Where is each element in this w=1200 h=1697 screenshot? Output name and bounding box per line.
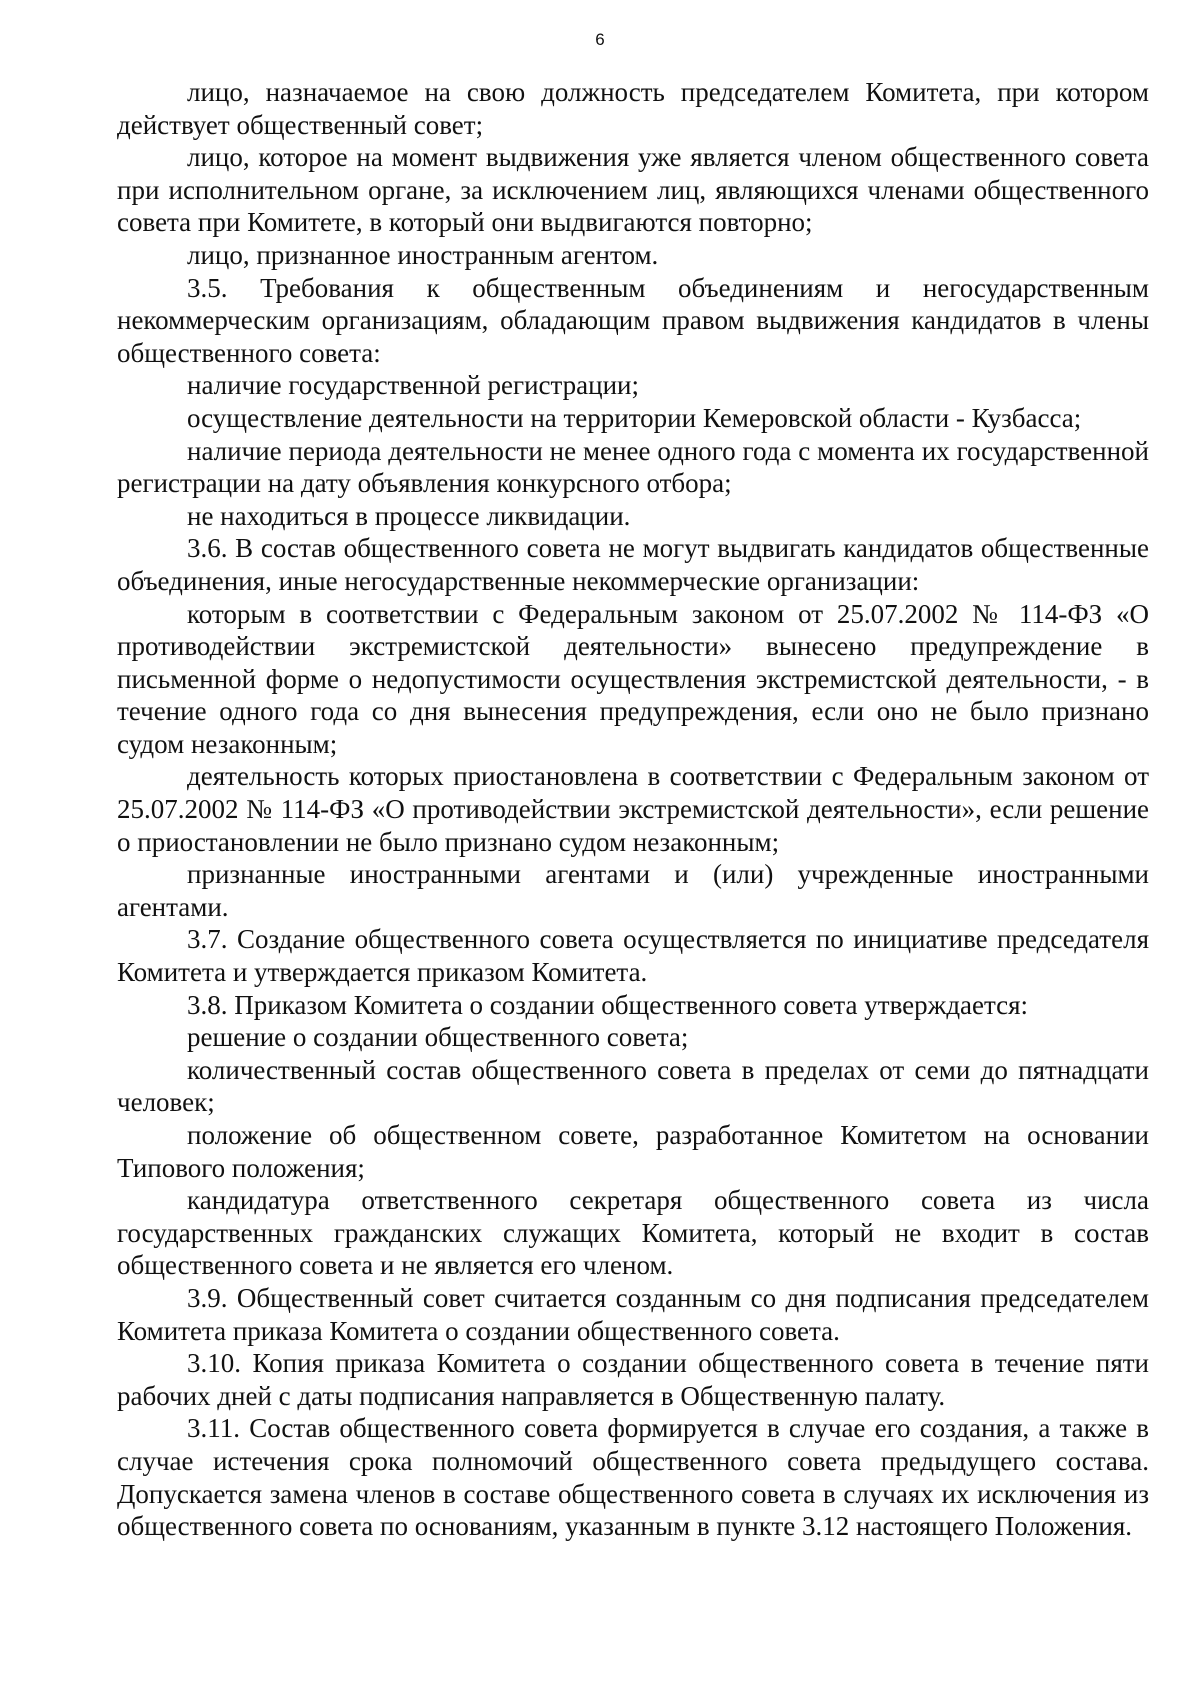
paragraph-requirement-period: наличие периода деятельности не менее одного года с момента их государственной регистрации на дату объявления конкурсного отбора;: [117, 435, 1149, 499]
paragraph-3-10: 3.10. Копия приказа Комитета о создании общественного совета в течение пяти рабочих дней с даты подписания направляется в Общественную палату.: [117, 1348, 1149, 1411]
paragraph-requirement-liquidation: не находиться в процессе ликвидации.: [187, 500, 631, 531]
paragraph-3-11: 3.11. Состав общественного совета формируется в случае его создания, а также в случае истечения срока полномочий общественного совета предыдущего состава. Допускается замена членов в составе общественного совета в случаях их исключения из общественного совета по основаниям, указанным в пункте 3.12 настоящего Положения.: [117, 1413, 1149, 1542]
paragraph-3-9: 3.9. Общественный совет считается созданным со дня подписания председателем Комитета приказа Комитета о создании общественного совета.: [117, 1282, 1149, 1346]
paragraph-restriction-warning: которым в соответствии с Федеральным законом от 25.07.2002 № 114-ФЗ «О противодействии экстремистской деятельности» вынесено предупреждение в письменной форме о недопустимости осуществления экстремистской деятельности, - в течение одного года со дня вынесения предупреждения, если оно не было признано судом незаконным;: [117, 598, 1149, 759]
paragraph-3-6: 3.6. В состав общественного совета не могут выдвигать кандидатов общественные объединения, иные негосударственные некоммерческие организации:: [117, 533, 1149, 596]
paragraph-exclusion-foreign-agent: лицо, признанное иностранным агентом.: [187, 239, 659, 270]
paragraph-order-decision: решение о создании общественного совета;: [187, 1022, 689, 1053]
paragraph-order-secretary: кандидатура ответственного секретаря общественного совета из числа государственных гражданских служащих Комитета, который не входит в состав общественного совета и не является его членом.: [117, 1185, 1149, 1281]
document-body: [117, 76, 1149, 1543]
paragraph-restriction-suspended: деятельность которых приостановлена в соответствии с Федеральным законом от 25.07.2002 № 114-ФЗ «О противодействии экстремистской деятельности», если решение о приостановлении не было признано судом незаконным;: [117, 761, 1149, 857]
paragraph-restriction-foreign-agents: признанные иностранными агентами и (или) учрежденные иностранными агентами.: [117, 859, 1149, 922]
paragraph-order-regulation: положение об общественном совете, разработанное Комитетом на основании Типового положения;: [117, 1120, 1149, 1183]
paragraph-requirement-territory: осуществление деятельности на территории Кемеровской области - Кузбасса;: [187, 402, 1082, 433]
paragraph-3-7: 3.7. Создание общественного совета осуществляется по инициативе председателя Комитета и утверждается приказом Комитета.: [117, 924, 1149, 988]
paragraph-3-5: 3.5. Требования к общественным объединениям и негосударственным некоммерческим организациям, обладающим правом выдвижения кандидатов в члены общественного совета:: [117, 272, 1149, 368]
paragraph-exclusion-chairman-appointee: лицо, назначаемое на свою должность председателем Комитета, при котором действует общественный совет;: [117, 77, 1149, 140]
paragraph-exclusion-existing-member: лицо, которое на момент выдвижения уже является членом общественного совета при исполнительном органе, за исключением лиц, являющихся членами общественного совета при Комитете, в который они выдвигаются повторно;: [117, 142, 1149, 238]
paragraph-requirement-registration: наличие государственной регистрации;: [187, 370, 639, 401]
paragraph-3-8: 3.8. Приказом Комитета о создании общественного совета утверждается:: [187, 989, 1029, 1020]
page-number: 6: [595, 30, 605, 49]
paragraph-order-quantity: количественный состав общественного совета в пределах от семи до пятнадцати человек;: [117, 1054, 1149, 1118]
